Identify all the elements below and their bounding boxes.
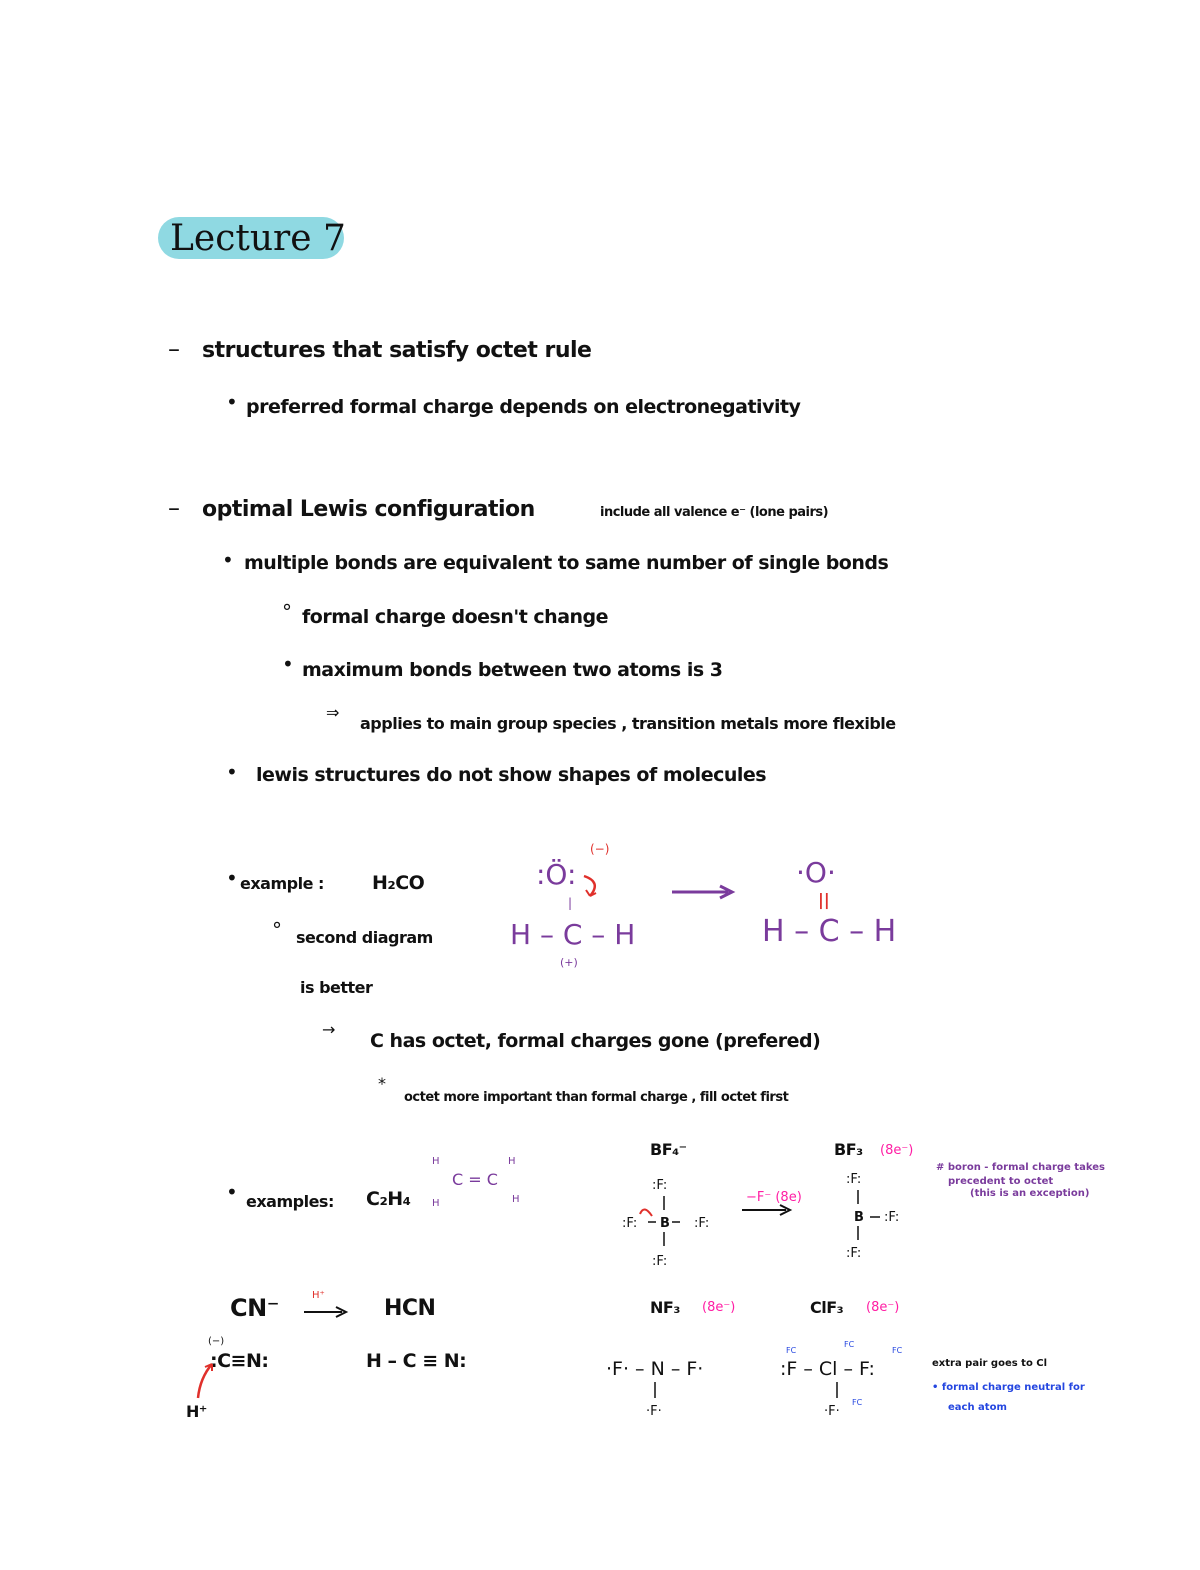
example1-sub1: second diagram (296, 928, 433, 947)
reaction-arrow-icon (672, 884, 736, 900)
nf3-row: ·F· – N – F· (606, 1358, 704, 1380)
sub-bullet-circle: ° (282, 600, 292, 624)
clf3-bond (832, 1382, 842, 1402)
h2co-right-oxygen: ·O· (796, 856, 836, 889)
example1-sub1b: is better (300, 978, 373, 997)
section2-sub2-arrow: applies to main group species , transition metals more flexible (360, 714, 896, 733)
section1-bullet1: preferred formal charge depends on electronegativity (246, 396, 801, 418)
section2-bullet2: lewis structures do not show shapes of molecules (256, 764, 767, 786)
bullet-dot: • (226, 760, 238, 784)
section2-heading: optimal Lewis configuration (202, 497, 535, 522)
section1-heading: structures that satisfy octet rule (202, 338, 592, 363)
nf3-note: (8e⁻) (702, 1300, 736, 1315)
clf3-fc-label: FC (786, 1346, 797, 1355)
arrow-icon: ⇒ (326, 703, 340, 722)
sub-bullet-circle: ° (272, 918, 282, 942)
h2co-left-plus-charge: (+) (560, 956, 578, 969)
clf3-bottom-f: ·F· (824, 1404, 840, 1419)
h-plus: H⁺ (186, 1402, 207, 1421)
bf-arrow-label: −F⁻ (8e) (746, 1190, 802, 1205)
example2-label: examples: (246, 1192, 334, 1211)
hcn-label: HCN (384, 1296, 436, 1321)
bf3-f-top: :F: (846, 1172, 862, 1187)
example1-formula: H₂CO (372, 872, 425, 894)
clf3-fc-label: FC (844, 1340, 855, 1349)
dash-bullet: – (168, 335, 180, 363)
bf3-f-bottom: :F: (846, 1246, 862, 1261)
nf3-bond (650, 1382, 660, 1402)
h2co-left-oxygen: :Ö: (536, 858, 577, 891)
nf3-bottom-f: ·F· (646, 1404, 662, 1419)
ethene-h: H (432, 1156, 440, 1167)
star-icon: * (378, 1074, 386, 1093)
curved-arrow-icon (196, 1362, 220, 1402)
bf4-f-top: :F: (652, 1178, 668, 1193)
bf4-label: BF₄⁻ (650, 1140, 687, 1159)
bf-side-note2: precedent to octet (948, 1176, 1054, 1187)
reaction-arrow-icon (742, 1204, 792, 1216)
bf4-f-right: :F: (694, 1216, 710, 1231)
bullet-dot: • (226, 390, 238, 414)
bf3-label: BF₃ (834, 1140, 863, 1159)
section2-note: include all valence e⁻ (lone pairs) (600, 505, 829, 520)
clf3-side-note3: each atom (948, 1402, 1007, 1413)
clf3-side-note1: extra pair goes to Cl (932, 1358, 1048, 1369)
cn-right-structure: H – C ≡ N: (366, 1350, 467, 1372)
bf4-f-left: :F: (622, 1216, 638, 1231)
clf3-fc-label: FC (892, 1346, 903, 1355)
clf3-row: :F – Cl – F: (780, 1358, 875, 1380)
h2co-right-row: H – C – H (762, 914, 897, 949)
clf3-side-note2: • formal charge neutral for (932, 1382, 1085, 1393)
ethene-h: H (432, 1198, 440, 1209)
bf3-boron: B (854, 1210, 864, 1225)
bf3-note: (8e⁻) (880, 1143, 914, 1158)
cn-label: CN⁻ (230, 1294, 279, 1322)
bullet-dot: • (226, 1180, 238, 1204)
double-bond-icon: || (818, 890, 830, 909)
example1-label: example : (240, 874, 324, 893)
clf3-fc-label: FC (852, 1398, 863, 1407)
h2co-left-minus-charge: (−) (590, 842, 610, 856)
clf3-note: (8e⁻) (866, 1300, 900, 1315)
example1-arrow-note: C has octet, formal charges gone (prefered) (370, 1030, 821, 1052)
section2-sub1: formal charge doesn't change (302, 606, 609, 628)
curved-arrow-icon (580, 872, 604, 902)
nf3-label: NF₃ (650, 1298, 680, 1317)
bf4-f-bottom: :F: (652, 1254, 668, 1269)
cn-minus-charge: (−) (208, 1336, 225, 1347)
page-title: Lecture 7 (170, 218, 346, 259)
bullet-dot: • (282, 652, 294, 676)
bf3-f-right: :F: (884, 1210, 900, 1225)
bf-side-note1: # boron - formal charge takes (936, 1162, 1105, 1173)
cn-arrow-label: H⁺ (312, 1290, 325, 1301)
bullet-dot: • (226, 866, 238, 890)
ethene-h: H (512, 1194, 520, 1205)
section2-bullet1: multiple bonds are equivalent to same number of single bonds (244, 552, 889, 574)
example1-star-note: octet more important than formal charge , fill octet first (404, 1090, 789, 1105)
ethene-h: H (508, 1156, 516, 1167)
bullet-dot: • (222, 548, 234, 572)
section2-sub2: maximum bonds between two atoms is 3 (302, 659, 723, 681)
bf3-bonds (850, 1190, 890, 1250)
reaction-arrow-icon (304, 1306, 348, 1318)
ethene-cc: C = C (452, 1170, 498, 1189)
bf4-bonds (636, 1196, 696, 1256)
clf3-label: ClF₃ (810, 1298, 844, 1317)
cn-left-structure: :C≡N: (210, 1350, 269, 1372)
arrow-icon: → (322, 1020, 336, 1039)
dash-bullet: – (168, 494, 180, 522)
bf4-boron: B (660, 1216, 670, 1231)
bf-side-note3: (this is an exception) (970, 1188, 1090, 1199)
h2co-left-row: H – C – H (510, 918, 636, 951)
bond-line: | (568, 896, 573, 910)
example2-formula: C₂H₄ (366, 1188, 411, 1210)
